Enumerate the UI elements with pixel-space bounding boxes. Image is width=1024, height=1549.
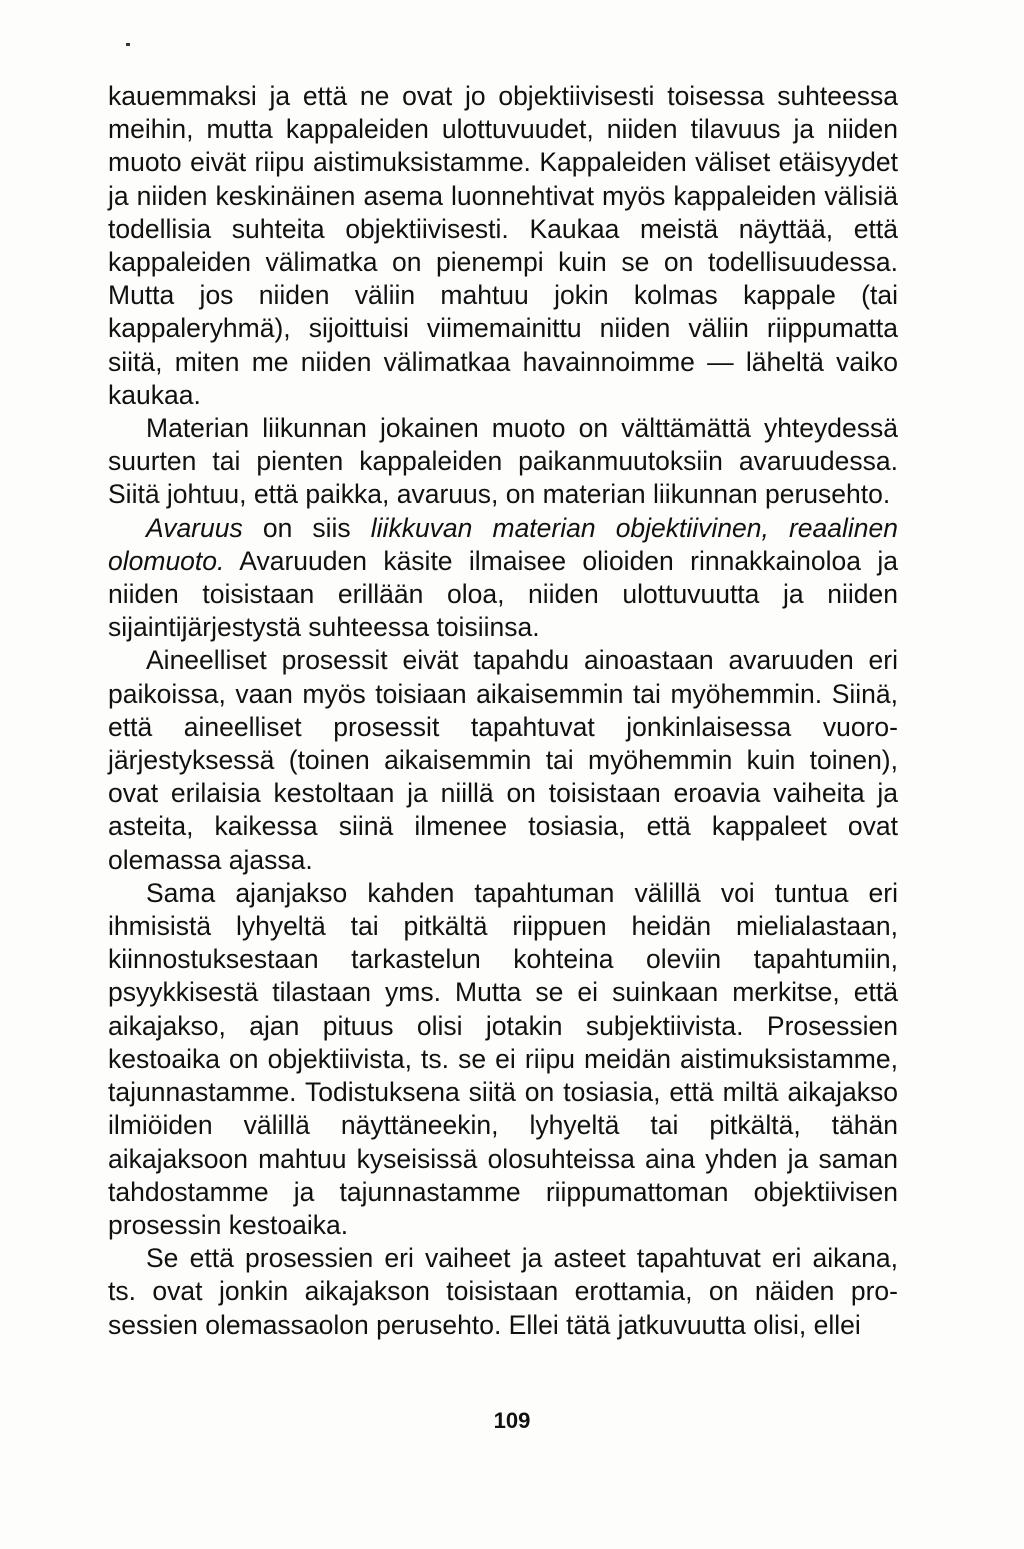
paragraph-6-text: Se että prosessien eri vaiheet ja asteet tapahtuvat eri aikana, ts. ovat jonkin aikajakson toisistaan erottamia, on näiden prosessien olemassaolon perusehto. Ellei tätä jatkuvuutta olisi, ellei [108,1243,898,1340]
paragraph-2-text: Materian liikunnan jokainen muoto on välttämättä yhteydessä suurten tai pienten kappaleiden paikanmuutoksiin avaruudessa. Siitä johtuu, että paikka, avaruus, on materian liikunnan perusehto. [108,413,898,510]
paragraph-3-connector: on siis [242,512,371,543]
paragraph-3-term: Avaruus [146,512,243,543]
page-number: 109 [493,1408,531,1433]
print-speck [126,43,130,46]
paragraph-5 [108,877,898,1242]
body-text [108,80,898,1342]
paragraph-2 [108,412,898,512]
paragraph-5-text: Sama ajanjakso kahden tapahtuman välillä voi tuntua eri ihmisistä lyhyeltä tai pitkältä riippuen heidän mielialastaan, kiinnostuksestaan tarkastelun kohteina oleviin tapahtumiin, psyykkisestä tilastaan yms. Mutta se ei suinkaan merkitse, että aikajakso, ajan pituus olisi jotakin subjektiivista. Prosessien kestoaika on objektiivista, ts. se ei riipu meidän aistimuksistamme, tajunnastamme. Todistuksena siitä on tosiasia, että miltä aikajakso ilmiöiden välillä näyttäneekin, lyhyeltä tai pitkältä, tähän aikajaksoon mahtuu kyseisissä olosuhteissa aina yhden ja saman tahdostamme ja tajunnastamme riippumattoman objektiivisen prosessin kestoaika. [108,877,898,1240]
paragraph-3 [108,512,898,645]
paragraph-4-text: Aineelliset prosessit eivät tapahdu ainoastaan avaruuden eri paikoissa, vaan myös toisiaan aikaisemmin tai myöhemmin. Siinä, että aineelliset prosessit tapahtuvat jonkinlaisessa vuorojärjestyksessä (toinen aikaisemmin tai myöhemmin kuin toinen), ovat erilaisia kestoltaan ja niillä on toisistaan eroavia vaiheita ja asteita, kaikessa siinä ilmenee tosiasia, että kappaleet ovat olemassa ajassa. [108,645,898,875]
paragraph-1-text: kauemmaksi ja että ne ovat jo objektiivisesti toisessa suhteessa meihin, mutta kappaleiden ulottuvuudet, niiden tilavuus ja niiden muoto eivät riipu aistimuksistamme. Kappaleiden väliset etäisyydet ja niiden keskinäinen asema luonnehtivat myös kappaleiden välisiä todellisia suhteita objektiivisesti. Kaukaa meistä näyttää, että kappaleiden välimatka on pienempi kuin se on todellisuudessa. Mutta jos niiden väliin mahtuu jokin kolmas kappale (tai kappaleryhmä), sijoittuisi viimemainittu niiden väliin riippumatta siitä, miten me niiden välimatkaa havainnoimme — läheltä vaiko kaukaa. [108,81,898,410]
paragraph-6 [108,1242,898,1342]
paragraph-4 [108,644,898,876]
paragraph-3-text: Avaruuden käsite ilmaisee olioiden rinnakkainoloa ja niiden toisistaan erillään oloa, niiden ulottuvuutta ja niiden sijaintijärjestystä suhteessa toisiinsa. [108,545,898,643]
paragraph-3-definition: liikkuvan materian objektiivinen, reaalinen olomuoto. [108,512,899,576]
paragraph-1 [108,80,898,412]
